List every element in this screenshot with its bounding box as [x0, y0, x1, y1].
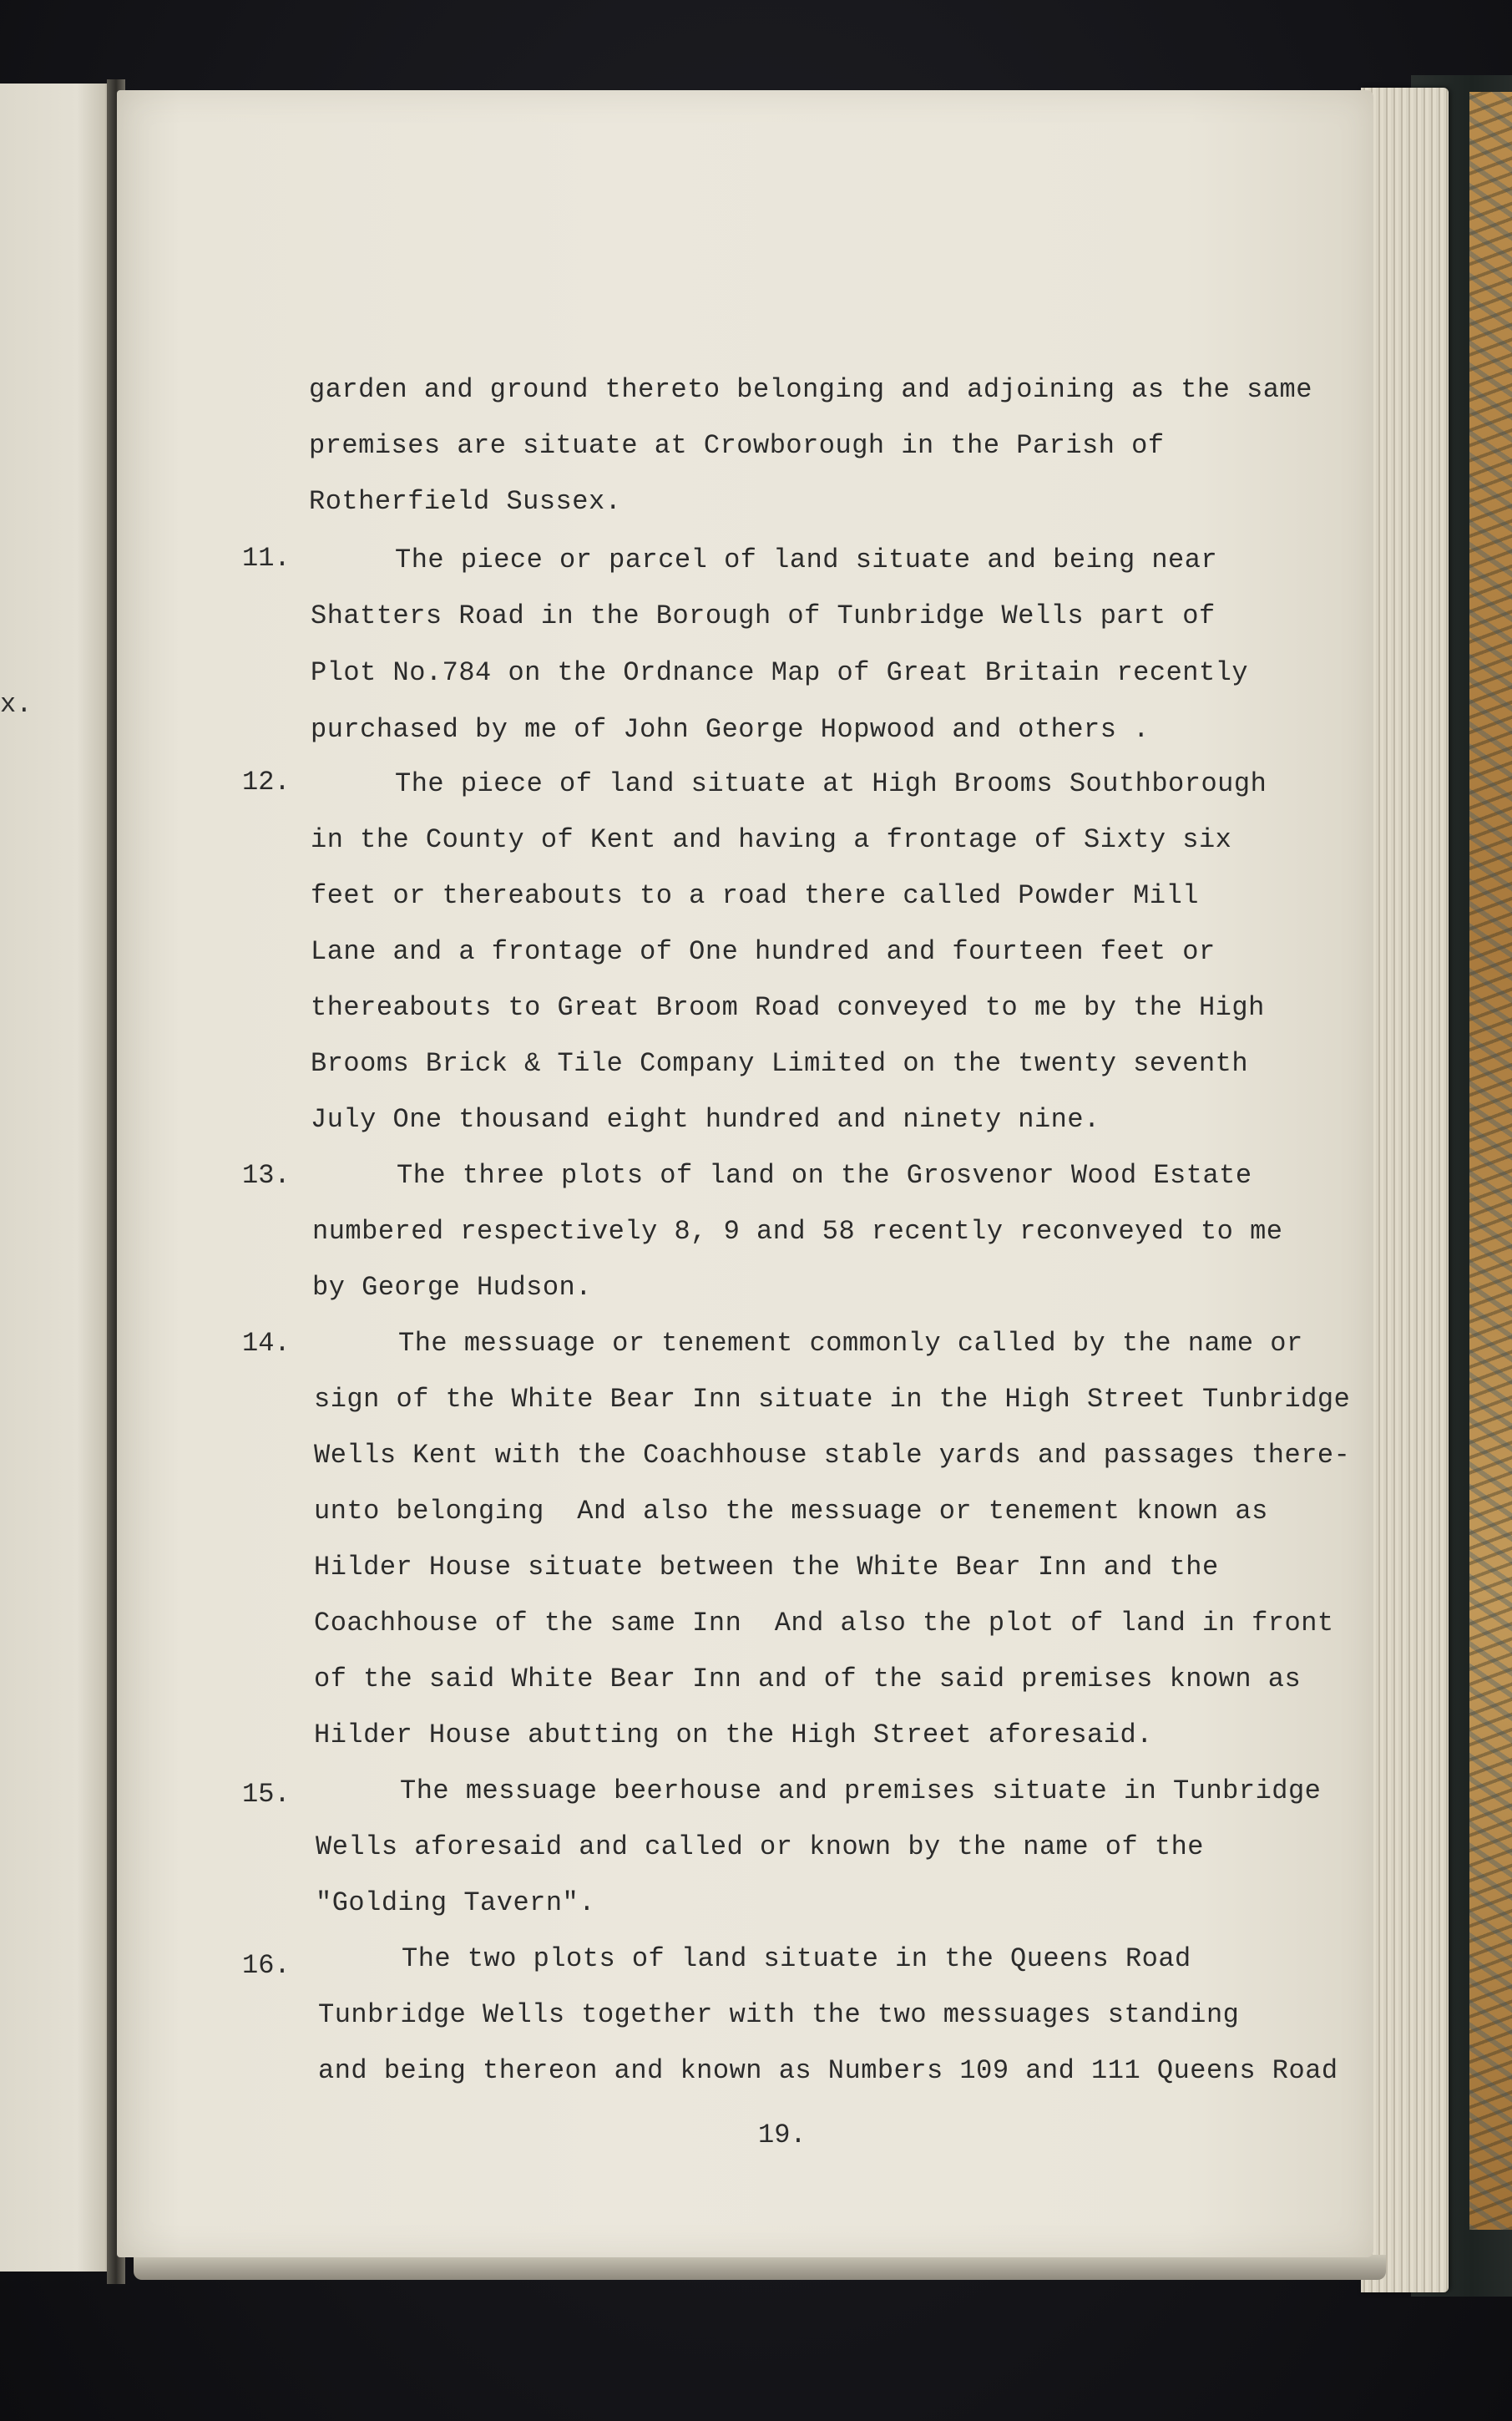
item-number-15: 15.: [242, 1779, 291, 1810]
left-facing-page: [0, 84, 110, 2272]
text-line: Wells aforesaid and called or known by the name of the: [316, 1831, 1204, 1862]
text-line: garden and ground thereto belonging and adjoining as the same: [309, 374, 1312, 405]
text-line: The piece of land situate at High Brooms Southborough: [395, 768, 1267, 799]
page-edges: [1361, 88, 1449, 2292]
text-line: The messuage beerhouse and premises situate in Tunbridge: [400, 1775, 1322, 1806]
text-line: premises are situate at Crowborough in the Parish of: [309, 430, 1165, 461]
text-line: and being thereon and known as Numbers 109 and 111 Queens Road: [318, 2055, 1338, 2086]
text-line: Hilder House abutting on the High Street aforesaid.: [314, 1720, 1153, 1750]
text-line: Hilder House situate between the White Bear Inn and the: [314, 1552, 1219, 1583]
text-line: "Golding Tavern".: [316, 1887, 595, 1918]
left-page-text-fragment: x.: [0, 689, 33, 720]
text-line: Wells Kent with the Coachhouse stable yards and passages there-: [314, 1440, 1351, 1471]
text-line: July One thousand eight hundred and ninety nine.: [311, 1104, 1100, 1135]
text-line: numbered respectively 8, 9 and 58 recently reconveyed to me: [312, 1216, 1283, 1247]
item-number-11: 11.: [242, 543, 291, 574]
text-line: The three plots of land on the Grosvenor Wood Estate: [397, 1160, 1252, 1191]
text-line: sign of the White Bear Inn situate in the High Street Tunbridge: [314, 1384, 1351, 1415]
text-line: The two plots of land situate in the Queens Road: [402, 1943, 1191, 1974]
item-number-14: 14.: [242, 1328, 291, 1359]
item-number-12: 12.: [242, 767, 291, 798]
text-line: by George Hudson.: [312, 1272, 592, 1303]
text-line: The piece or parcel of land situate and being near: [395, 544, 1218, 575]
item-number-16: 16.: [242, 1950, 291, 1981]
text-line: Coachhouse of the same Inn And also the plot of land in front: [314, 1608, 1334, 1638]
text-line: in the County of Kent and having a frontage of Sixty six: [311, 824, 1232, 855]
item-number-13: 13.: [242, 1160, 291, 1191]
text-line: The messuage or tenement commonly called by the name or: [398, 1328, 1303, 1359]
text-line: Shatters Road in the Borough of Tunbridge Wells part of: [311, 600, 1216, 631]
text-line: Tunbridge Wells together with the two messuages standing: [318, 1999, 1240, 2030]
text-line: Rotherfield Sussex.: [309, 486, 622, 517]
text-line: purchased by me of John George Hopwood and others .: [311, 714, 1150, 745]
page-number: 19.: [758, 2120, 807, 2150]
text-line: feet or thereabouts to a road there called Powder Mill: [311, 880, 1199, 911]
marbled-endpaper: [1469, 92, 1512, 2230]
text-line: unto belonging And also the messuage or tenement known as: [314, 1496, 1268, 1527]
text-line: of the said White Bear Inn and of the said premises known as: [314, 1664, 1302, 1694]
text-line: Plot No.784 on the Ordnance Map of Great Britain recently: [311, 657, 1249, 688]
text-line: thereabouts to Great Broom Road conveyed to me by the High: [311, 992, 1265, 1023]
page-bottom-edge: [134, 2255, 1386, 2280]
text-line: Lane and a frontage of One hundred and fourteen feet or: [311, 936, 1216, 967]
text-line: Brooms Brick & Tile Company Limited on the twenty seventh: [311, 1048, 1249, 1079]
